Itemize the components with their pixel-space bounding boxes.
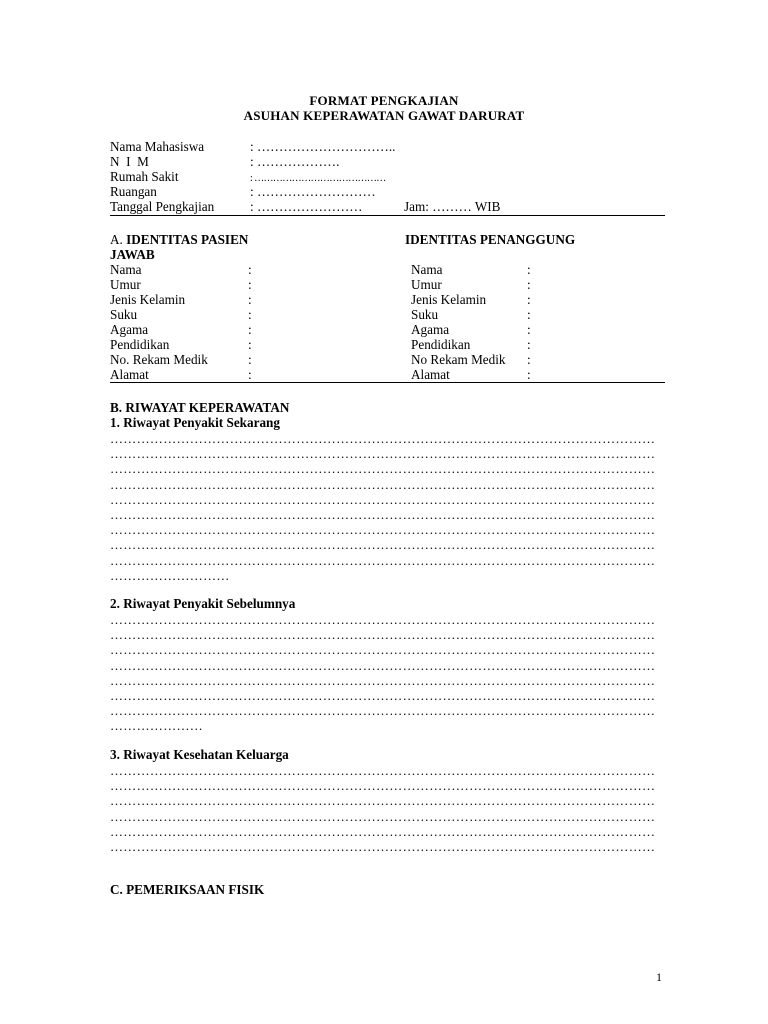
guardian-field-label: Suku xyxy=(411,307,439,322)
field-value: : ………………………….. xyxy=(250,139,396,154)
section-a-title: IDENTITAS PASIEN xyxy=(126,232,249,247)
patient-field-colon: : xyxy=(248,307,252,322)
section-b-heading: B. RIWAYAT KEPERAWATAN xyxy=(110,400,290,415)
patient-field-label: Suku xyxy=(110,307,138,322)
guardian-field-colon: : xyxy=(527,292,531,307)
guardian-field-row xyxy=(411,352,661,367)
divider-line xyxy=(110,382,665,383)
guardian-field-row xyxy=(411,367,661,382)
patient-field-label: Nama xyxy=(110,262,142,277)
section-a-heading xyxy=(110,232,248,247)
field-label: Rumah Sakit xyxy=(110,169,179,184)
guardian-field-label: No Rekam Medik xyxy=(411,352,506,367)
field-jam: Jam: ……… WIB xyxy=(404,199,501,214)
dotted-answer-line: …………………………………………………………………………………………………………… xyxy=(110,823,655,839)
guardian-field-label: Jenis Kelamin xyxy=(411,292,487,307)
dotted-answer-line: …………………………………………………………………………………………………………… xyxy=(110,612,655,627)
guardian-field-row xyxy=(411,277,661,292)
guardian-field-row xyxy=(411,292,661,307)
guardian-heading-cont: JAWAB xyxy=(110,247,155,262)
patient-field-row xyxy=(110,307,360,322)
dotted-answer-line: …………………………………………………………………………………………………………… xyxy=(110,522,655,538)
dotted-answer-line: …………………………………………………………………………………………………………… xyxy=(110,703,655,719)
guardian-field-colon: : xyxy=(527,337,531,352)
guardian-field-label: Nama xyxy=(411,262,443,277)
dotted-answer-line: …………………………………………………………………………………………………………… xyxy=(110,839,655,854)
form-title-line2: ASUHAN KEPERAWATAN GAWAT DARURAT xyxy=(243,108,525,123)
guardian-field-colon: : xyxy=(527,367,531,382)
patient-field-colon: : xyxy=(248,352,252,367)
patient-field-label: Umur xyxy=(110,277,141,292)
guardian-field-label: Alamat xyxy=(411,367,450,382)
dotted-answer-line: …………………………………………………………………………………………………………… xyxy=(110,672,655,688)
guardian-field-label: Pendidikan xyxy=(411,337,471,352)
subsection-riwayat-kesehatan-keluarga: 3. Riwayat Kesehatan Keluarga xyxy=(110,747,289,762)
patient-field-row xyxy=(110,322,360,337)
patient-field-colon: : xyxy=(248,322,252,337)
field-value: : …………………… xyxy=(250,199,363,214)
guardian-field-row xyxy=(411,337,661,352)
patient-field-label: Pendidikan xyxy=(110,337,170,352)
dotted-answer-line: …………………………………………………………………………………………………………… xyxy=(110,778,655,794)
guardian-field-row xyxy=(411,307,661,322)
form-title-line1: FORMAT PENGKAJIAN xyxy=(309,93,459,108)
patient-field-row xyxy=(110,277,360,292)
guardian-heading: IDENTITAS PENANGGUNG xyxy=(405,232,576,247)
dotted-answer-line: …………………………………………………………………………………………………………… xyxy=(110,507,655,522)
field-label: Ruangan xyxy=(110,184,157,199)
patient-field-colon: : xyxy=(248,292,252,307)
dotted-answer-line: …………………………………………………………………………………………………………… xyxy=(110,491,655,507)
patient-field-row xyxy=(110,262,360,277)
guardian-field-label: Agama xyxy=(411,322,450,337)
field-value: : …………………………………… xyxy=(250,173,386,184)
dotted-answer-line: …………………………………………………………………………………………………………… xyxy=(110,627,655,643)
dotted-answer-line: …………………………………………………………………………………………………………… xyxy=(110,476,655,492)
patient-field-colon: : xyxy=(248,337,252,352)
patient-field-label: Jenis Kelamin xyxy=(110,292,186,307)
patient-field-colon: : xyxy=(248,277,252,292)
section-c-heading: C. PEMERIKSAAN FISIK xyxy=(110,882,265,897)
dotted-answer-line: …………………………………………………………………………………………………………… xyxy=(110,446,655,462)
patient-field-colon: : xyxy=(248,262,252,277)
patient-field-label: Agama xyxy=(110,322,149,337)
guardian-field-label: Umur xyxy=(411,277,442,292)
divider-line xyxy=(110,215,665,216)
patient-field-row xyxy=(110,337,360,352)
guardian-field-row xyxy=(411,322,661,337)
dotted-answer-line: …………………………………………………………………………………………………………… xyxy=(110,808,655,824)
subsection-riwayat-penyakit-sebelumnya: 2. Riwayat Penyakit Sebelumnya xyxy=(110,596,296,611)
dotted-answer-line: …………………………………………………………………………………………………………… xyxy=(110,431,655,446)
dotted-answer-line-end: ………………… xyxy=(110,718,204,734)
guardian-field-colon: : xyxy=(527,352,531,367)
field-label: Nama Mahasiswa xyxy=(110,139,205,154)
patient-field-label: Alamat xyxy=(110,367,149,382)
patient-field-label: No. Rekam Medik xyxy=(110,352,208,367)
page-number: 1 xyxy=(656,970,662,984)
dotted-answer-line: …………………………………………………………………………………………………………… xyxy=(110,763,655,778)
dotted-answer-line: …………………………………………………………………………………………………………… xyxy=(110,657,655,673)
field-value: : ……………………… xyxy=(250,184,376,199)
subsection-riwayat-penyakit-sekarang: 1. Riwayat Penyakit Sekarang xyxy=(110,415,280,430)
dotted-answer-line-end: ……………………… xyxy=(110,567,230,583)
guardian-field-row xyxy=(411,262,661,277)
guardian-field-colon: : xyxy=(527,277,531,292)
field-value: : ………………. xyxy=(250,154,340,169)
guardian-field-colon: : xyxy=(527,322,531,337)
patient-field-colon: : xyxy=(248,367,252,382)
dotted-answer-line: …………………………………………………………………………………………………………… xyxy=(110,552,655,568)
guardian-field-colon: : xyxy=(527,307,531,322)
field-label: Tanggal Pengkajian xyxy=(110,199,215,214)
dotted-answer-line: …………………………………………………………………………………………………………… xyxy=(110,688,655,703)
dotted-answer-line: …………………………………………………………………………………………………………… xyxy=(110,793,655,809)
dotted-answer-line: …………………………………………………………………………………………………………… xyxy=(110,537,655,553)
dotted-answer-line: …………………………………………………………………………………………………………… xyxy=(110,642,655,658)
patient-field-row xyxy=(110,352,360,367)
patient-field-row xyxy=(110,292,360,307)
dotted-answer-line: …………………………………………………………………………………………………………… xyxy=(110,461,655,477)
field-label: N I M xyxy=(110,154,149,169)
patient-field-row xyxy=(110,367,360,382)
section-a-letter: A. xyxy=(110,232,123,247)
guardian-field-colon: : xyxy=(527,262,531,277)
